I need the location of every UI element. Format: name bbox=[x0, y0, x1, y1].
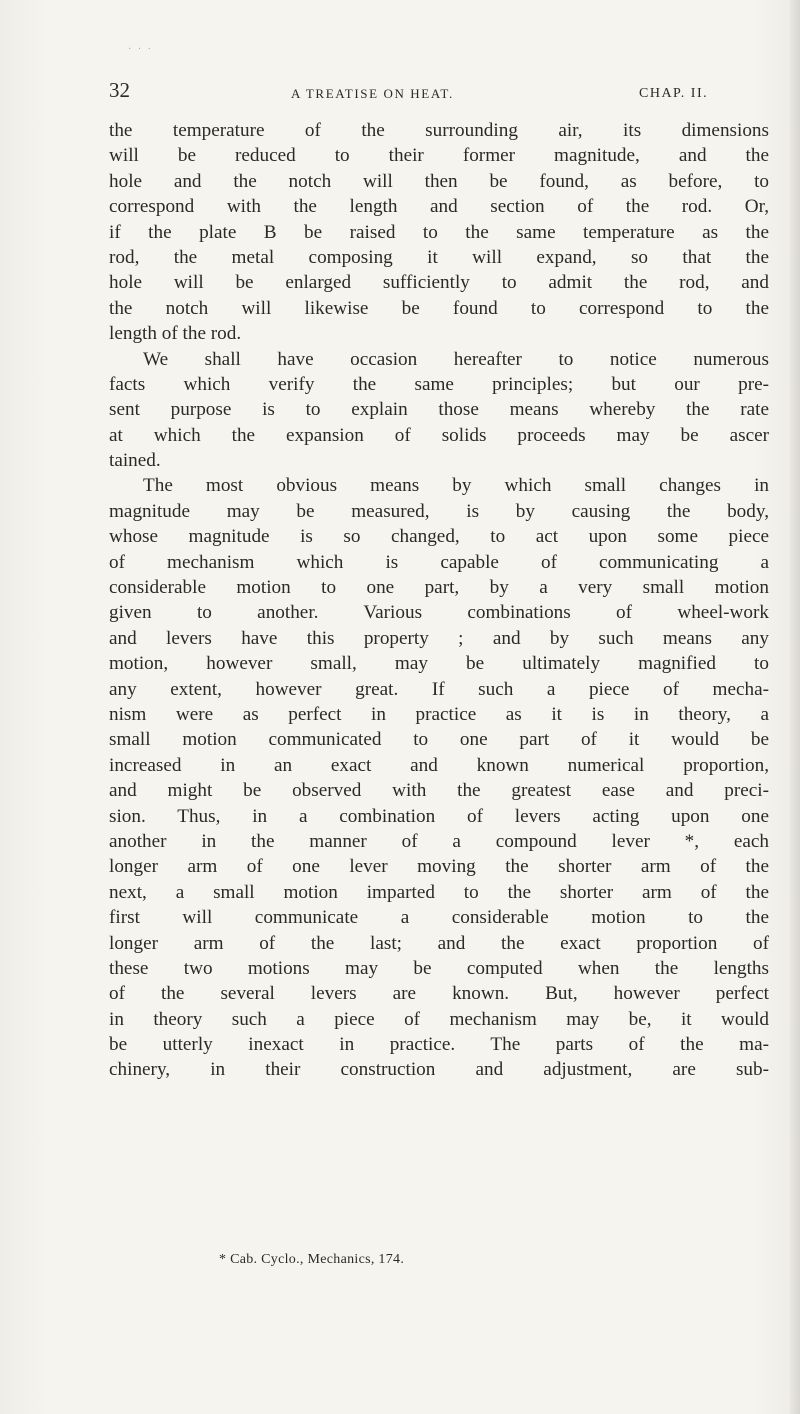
footnote: * Cab. Cyclo., Mechanics, 174. bbox=[219, 1252, 405, 1267]
text-line: longer arm of the last; and the exact proportion of bbox=[109, 932, 769, 954]
page-number: 32 bbox=[109, 78, 130, 102]
text-line: the temperature of the surrounding air, its dimensions bbox=[109, 120, 769, 141]
text-line: in theory such a piece of mechanism may be, it would bbox=[109, 1008, 769, 1030]
text-line: magnitude may be measured, is by causing the body, bbox=[109, 500, 769, 522]
text-line: We shall have occasion hereafter to notice numerous bbox=[143, 348, 769, 370]
text-line: rod, the metal composing it will expand, so that the bbox=[109, 246, 769, 268]
text-line: The most obvious means by which small changes in bbox=[143, 475, 769, 497]
text-line: facts which verify the same principles; but our pre- bbox=[109, 373, 769, 395]
text-line: of mechanism which is capable of communicating a bbox=[109, 551, 769, 573]
corner-marks: · · · bbox=[128, 44, 153, 55]
text-line: be utterly inexact in practice. The parts of the ma- bbox=[109, 1034, 769, 1056]
text-line: hole will be enlarged sufficiently to admit the rod, and bbox=[109, 272, 769, 294]
text-line: correspond with the length and section of the rod. Or, bbox=[109, 196, 769, 218]
text-line: if the plate B be raised to the same temperature as the bbox=[109, 221, 769, 243]
text-line: nism were as perfect in practice as it is in theory, a bbox=[109, 703, 769, 725]
text-line: motion, however small, may be ultimately magnified to bbox=[109, 653, 769, 675]
text-line: and levers have this property ; and by such means any bbox=[109, 627, 769, 649]
page-edge bbox=[790, 0, 800, 1414]
text-line: whose magnitude is so changed, to act upon some piece bbox=[109, 526, 769, 548]
text-line: will be reduced to their former magnitude, and the bbox=[109, 145, 769, 167]
text-line: length of the rod. bbox=[109, 323, 242, 345]
text-line: small motion communicated to one part of it would be bbox=[109, 729, 769, 751]
text-line: and might be observed with the greatest ease and preci- bbox=[109, 780, 769, 802]
text-line: tained. bbox=[109, 450, 161, 472]
text-line: the notch will likewise be found to correspond to the bbox=[109, 297, 769, 319]
running-header bbox=[109, 78, 769, 108]
text-line: at which the expansion of solids proceeds may be ascer bbox=[109, 424, 769, 446]
text-line: next, a small motion imparted to the shorter arm of the bbox=[109, 881, 769, 903]
text-line: chinery, in their construction and adjustment, are sub- bbox=[109, 1059, 769, 1081]
text-line: increased in an exact and known numerical proportion, bbox=[109, 754, 769, 776]
text-line: longer arm of one lever moving the shorter arm of the bbox=[109, 856, 769, 878]
text-line: sent purpose is to explain those means whereby the rate bbox=[109, 399, 769, 421]
body-text bbox=[109, 118, 769, 1083]
text-line: given to another. Various combinations of wheel-work bbox=[109, 602, 769, 624]
text-line: of the several levers are known. But, however perfect bbox=[109, 983, 769, 1005]
chapter-label: CHAP. II. bbox=[639, 86, 709, 101]
text-line: sion. Thus, in a combination of levers acting upon one bbox=[109, 805, 769, 827]
text-line: considerable motion to one part, by a very small motion bbox=[109, 577, 769, 599]
text-line: any extent, however great. If such a piece of mecha- bbox=[109, 678, 769, 700]
running-title: A TREATISE ON HEAT. bbox=[291, 86, 454, 101]
text-line: another in the manner of a compound lever *, each bbox=[109, 830, 769, 852]
text-line: these two motions may be computed when the lengths bbox=[109, 957, 769, 979]
text-line: first will communicate a considerable motion to the bbox=[109, 907, 769, 929]
text-line: hole and the notch will then be found, as before, to bbox=[109, 170, 769, 192]
